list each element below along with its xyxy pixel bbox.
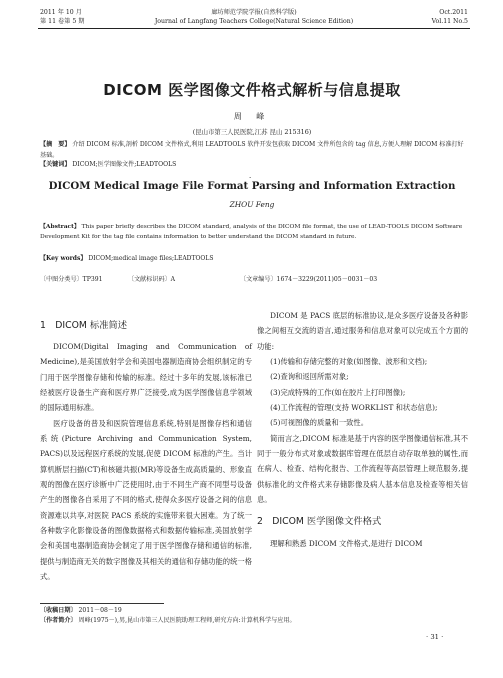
- header-rule: [38, 28, 470, 29]
- list-item: (4)工作流程的管理(支持 WORKLIST 和状态信息);: [270, 403, 438, 413]
- keywords-en: [40, 253, 464, 262]
- author-bio-label: 〔作者简介〕: [40, 617, 77, 624]
- abstract-en-text: This paper briefly describes the DICOM standard, analysis of the DICOM file format, the use of LEAD-TOOLS DICOM Software Development Kit for the tag file contains information to better understand the DICOM standard in future.: [40, 224, 463, 240]
- header-center: [140, 8, 368, 26]
- list-item: (3)完成特殊的工作(如在胶片上打印图像);: [270, 387, 406, 397]
- header-right: [432, 8, 468, 26]
- received-label: 〔收稿日期〕: [40, 607, 77, 614]
- footnote-received: [40, 606, 470, 615]
- list-item: (5)可视图像的质量和一致性。: [270, 418, 369, 428]
- keywords-en-label: 【Key words】: [40, 255, 87, 262]
- document-code: 〔文献标识码〕A: [128, 276, 176, 283]
- list-item: (2)查询和返回所需对象;: [270, 372, 349, 382]
- section-1-heading: 1 DICOM 标准简述: [40, 320, 128, 331]
- paragraph: DICOM 是 PACS 底层的标准协议,是众多医疗设备及各种影像之间相互交流的语言,通过服务和信息对象可以完成五个方面的功能:: [257, 311, 468, 351]
- header-date: 2011 年 10 月: [40, 9, 82, 16]
- paragraph: 理解和熟悉 DICOM 文件格式,是进行 DICOM: [270, 539, 423, 549]
- body-column-left: [40, 308, 252, 585]
- abstract-zh: [40, 140, 464, 161]
- section-2-heading: 2 DICOM 医学图像文件格式: [257, 516, 382, 528]
- keywords-zh: [40, 160, 464, 171]
- paper-title-zh: DICOM 医学图像文件格式解析与信息提取: [103, 81, 401, 99]
- header-date-en: Oct.2011: [439, 9, 468, 16]
- author-name-en: ZHOU Feng: [229, 200, 275, 209]
- keywords-zh-label: 【关键词】: [40, 161, 71, 168]
- footnote-author: [40, 616, 470, 625]
- author-name-zh: 周 峰: [233, 112, 271, 121]
- paragraph: DICOM(Digital Imaging and Communication of Medicine),是美国放射学会和美国电器制造商协会组织制定的专门用于医学图像存储和传输的标准。经过十多年的发展,该标准已经被医疗设备生产商和医疗界广泛接受,成为医学图像信息学领域的国际通用标准。: [40, 342, 252, 413]
- header-volume: 第 11 卷第 5 期: [40, 18, 85, 25]
- abstract-en-label: 【Abstract】: [40, 223, 80, 230]
- header-volume-en: Vol.11 No.5: [431, 18, 468, 25]
- paragraph: 医疗设备的普及和医院管理信息系统,特别是图像存档和通信系统(Picture Archiving and Communication System, PACS)以及远程医疗系统的发展,促使 DICOM 标准的产生。当计算机断层扫描(CT)和核磁共振(MR)等设备生成高质量的、形象直观的图像在医疗诊断中广泛使用时,由于不同生产商不同型号设备产生的图像各自采用了不同的格式,使得众多医疗设备之间的信息资源难以共享,对医院 PACS 系统的实施带来很大困难。为了统一各种数字化影像设备的图像数据格式和数据传输标准,美国放射学会和美国电器制造商协会制定了用于医学图像存储和通信的标准,提供与制造商无关的数字图像及其相关的通信和存储功能的统一格式。: [40, 418, 252, 582]
- abstract-zh-text: 介绍 DICOM 标准,剖析 DICOM 文件格式,利用 LEADTOOLS 软件开发包获取 DICOM 文件所包含的 tag 信息,方便人理解 DICOM 标准打好基础。: [40, 141, 464, 159]
- footnote-rule: [40, 603, 164, 604]
- paragraph: 简而言之,DICOM 标准是基于内容的医学图像通信标准,其不同于一般分布式对象或数据库管理在低层自动存取单独的属性,而在病人、检查、结构化报告、工作流程等高层管理上规范服务,提供标准化的文件格式来存储影像及病人基本信息及检查等相关信息。: [257, 433, 468, 505]
- article-number: 〔文章编号〕1674－3229(2011)05－0031－03: [240, 276, 378, 283]
- keywords-en-text: DICOM;medical image files;LEADTOOLS: [88, 255, 214, 262]
- abstract-zh-label: 【摘 要】: [40, 141, 71, 148]
- divider-dot: ·: [249, 174, 252, 182]
- list-item: (1)传输和存储完整的对象(如图像、波形和文档);: [270, 357, 428, 367]
- journal-name-zh: 廊坊师范学院学报(自然科学版): [211, 9, 297, 16]
- paper-title-en: DICOM Medical Image File Format Parsing and Information Extraction: [48, 180, 456, 192]
- keywords-zh-text: DICOM;医学图像文件;LEADTOOLS: [72, 161, 177, 168]
- received-date: 2011－08－19: [78, 607, 122, 614]
- abstract-en: [40, 222, 464, 242]
- clc-number: 〔中图分类号〕TP391: [40, 276, 103, 283]
- journal-name-en: Journal of Langfang Teachers College(Natural Science Edition): [154, 18, 354, 25]
- author-bio: 周峰(1975－),男,昆山市第三人民医院助理工程师,研究方向:计算机科学与应用。: [78, 617, 296, 624]
- affiliation-zh: (昆山市第三人民医院,江苏 昆山 215316): [192, 128, 312, 136]
- page-number: · 31 ·: [426, 633, 444, 641]
- header-left: [40, 8, 84, 26]
- body-column-right: [257, 308, 468, 552]
